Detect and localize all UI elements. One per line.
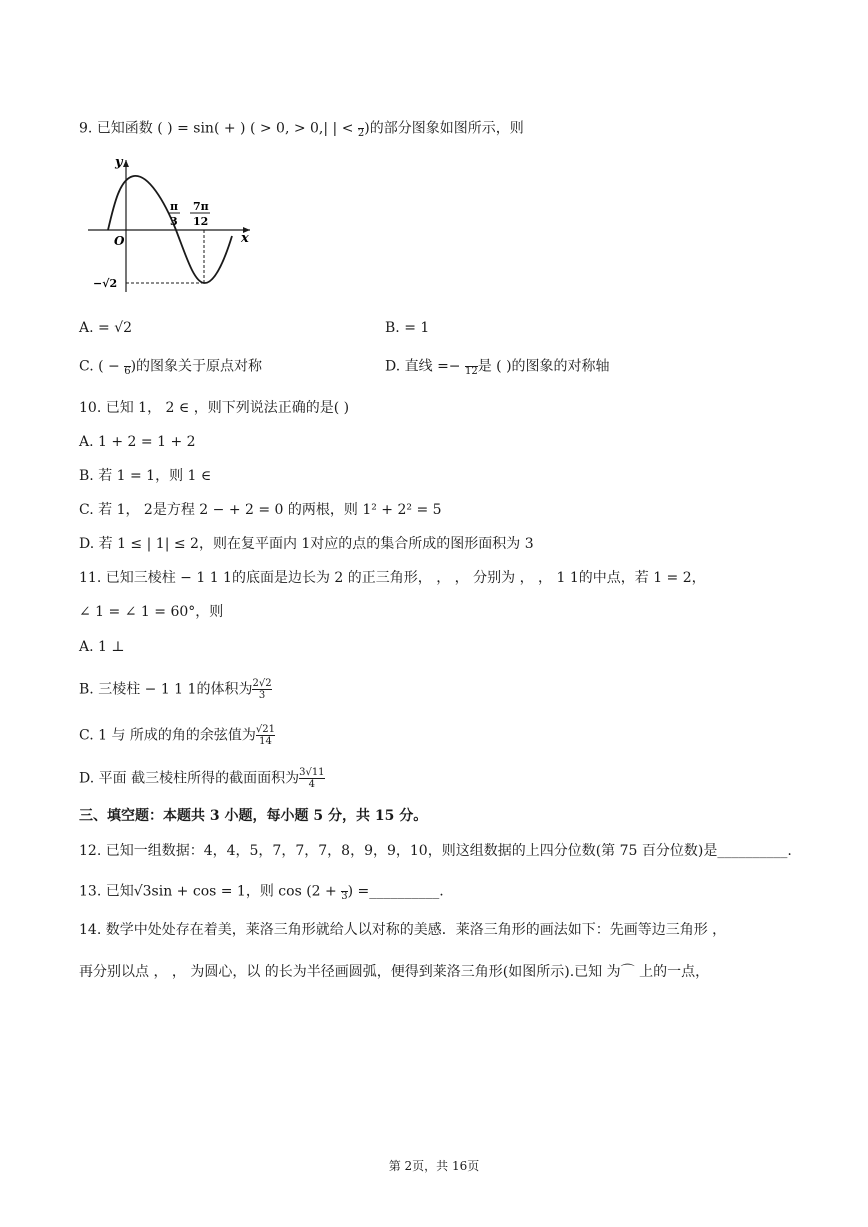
q13-stem: 13. 已知√3sin + cos = 1，则 cos (2 + 3) =__________.: [79, 881, 444, 902]
q11-option-d: D. 平面 截三棱柱所得的截面面积为 $\frac{3√11}{4}$: [79, 767, 325, 790]
q10-option-a: A. 1 + 2 = 1 + 2: [79, 434, 196, 450]
q10-option-d: D. 若 1 ≤ | 1| ≤ 2，则在复平面内 1对应的点的集合所成的图形面积为 3: [79, 536, 534, 552]
tick2-num: 7π: [193, 200, 209, 213]
q11-option-a: A. 1 ⊥: [79, 639, 125, 655]
q10-stem: 10. 已知 1， 2 ∈ ，则下列说法正确的是( ): [79, 400, 350, 416]
tick2-den: 12: [193, 215, 209, 228]
q12-stem: 12. 已知一组数据：4，4，5，7，7，7，8，9，9，10，则这组数据的上四分位数(第 75 百分位数)是__________.: [79, 843, 792, 859]
q9-option-d: D. 直线 =− 12是 ( )的图象的对称轴: [385, 356, 610, 377]
tick1-den: 3: [170, 215, 178, 228]
q9-stem: 9. 已知函数 ( ) = sin( + ) ( > 0, > 0,| | < 2)的部分图象如图所示，则: [79, 118, 524, 139]
q11-stem-line2: ∠ 1 = ∠ 1 = 60°，则: [79, 604, 224, 620]
q9-option-c: C. ( − 6)的图象关于原点对称: [79, 356, 262, 377]
q11-option-b: B. 三棱柱 − 1 1 1的体积为 $\frac{2√2}{3}$: [79, 678, 272, 701]
q14-line1: 14. 数学中处处存在着美，莱洛三角形就给人以对称的美感．莱洛三角形的画法如下：先画等边三角形 ，: [79, 922, 727, 938]
min-label: −√2: [93, 277, 118, 290]
q11-stem-line1: 11. 已知三棱柱 − 1 1 1的底面是边长为 2 的正三角形， ， ， 分别为 ， ， 1 1的中点，若 1 = 2，: [79, 570, 706, 586]
q14-line2: 再分别以点 ， ， 为圆心，以 的长为半径画圆弧，便得到莱洛三角形(如图所示).已知 为⌒ 上的一点，: [79, 964, 710, 980]
q9-option-b: B. = 1: [385, 320, 430, 336]
origin-label: O: [114, 234, 125, 248]
q10-option-c: C. 若 1， 2是方程 2 − + 2 = 0 的两根，则 1² + 2² = 5: [79, 502, 442, 518]
page-footer: 第 2页，共 16页: [388, 1159, 480, 1173]
y-axis-label: y: [115, 155, 123, 170]
q11-option-c: C. 1 与 所成的角的余弦值为 $\frac{√21}{14}$: [79, 724, 276, 747]
tick1-num: π: [170, 200, 179, 213]
q9-option-a: A. = √2: [79, 320, 133, 336]
x-axis-label: x: [241, 231, 249, 246]
q10-option-b: B. 若 1 = 1，则 1 ∈: [79, 468, 212, 484]
sine-graph: [80, 152, 260, 302]
section-heading: 三、填空题：本题共 3 小题，每小题 5 分，共 15 分。: [79, 808, 428, 824]
